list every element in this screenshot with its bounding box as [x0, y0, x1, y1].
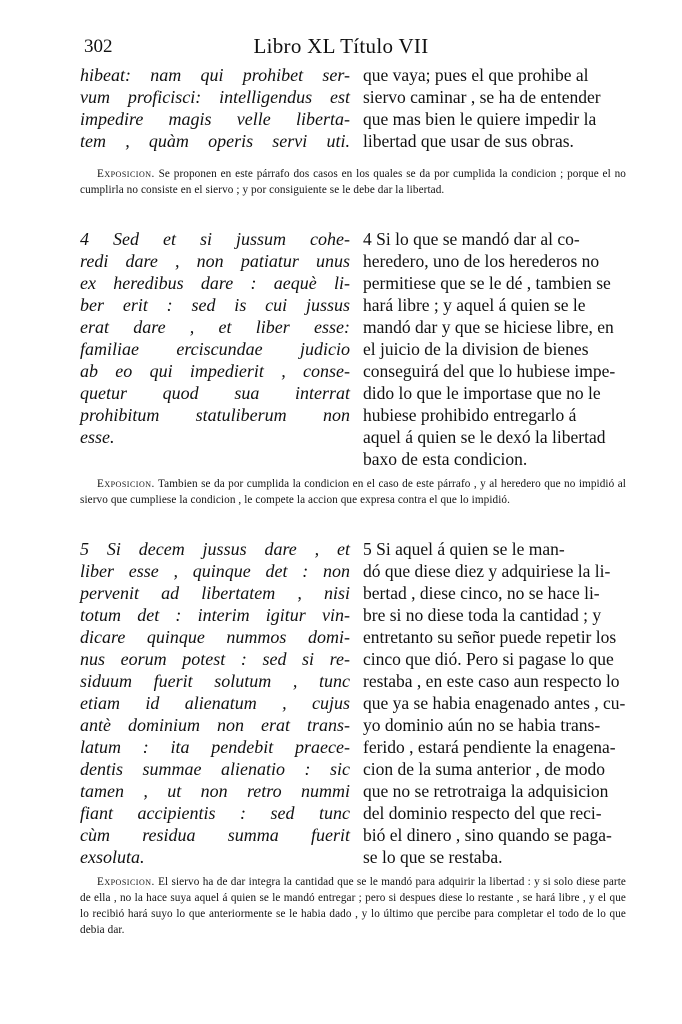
spanish-text: que vaya; pues el que prohibe al siervo caminar , se ha de entender que mas bien le quiere impedir la libertad que usar de sus obras. [363, 65, 601, 151]
section-5 [80, 538, 626, 870]
exposicion-label: Exposicion. [97, 168, 155, 180]
latin-text: 5 Si decem jussus dare , et liber esse , quinque det : non pervenit ad libertatem , nisi totum det : interim igitur vin- dicare quinque nummos domi- nus eorum potest : sed si re- siduum fuerit solutum , tunc etiam id alienatum , cujus antè dominium non erat trans- latum : ita pendebit praece- dentis summae alienatio : sic tamen , ut non retro nummi fiant accipientis : sed tunc cùm residua summa fuerit exsoluta. [80, 539, 350, 867]
latin-text: hibeat: nam qui prohibet ser- vum proficisci: intelligendus est impedire magis velle liberta- tem , quàm operis servi uti. [80, 65, 350, 151]
section-continuation [80, 64, 626, 154]
latin-text: 4 Sed et si jussum cohe- redi dare , non patiatur unus ex heredibus dare : aequè li- ber erit : sed is cui jussus erat dare , et liber esse: familiae erciscundae judicio ab eo qui impedierit , conse- quetur quod sua interrat prohibitum statuliberum non esse. [80, 229, 350, 447]
running-title: Libro XL Título VII [253, 34, 429, 58]
exposicion-2 [80, 476, 626, 508]
exposicion-1 [80, 166, 626, 198]
exposicion-label: Exposicion. [97, 876, 155, 888]
exposicion-3 [80, 874, 626, 938]
spanish-text: 5 Si aquel á quien se le man- dó que diese diez y adquiriese la li- bertad , diese cinco, no se hace li- bre si no diese toda la cantidad ; y entretanto su señor puede repetir los cinco que dió. Pero si pagase lo que restaba , en este caso aun respecto lo que ya se habia enagenado antes , cu- yo dominio aún no se habia trans- ferido , estará pendiente la enagena- cion de la suma anterior , de modo que no se retrotraiga la adquisicion del dominio respecto del que reci- bió el dinero , sino quando se paga- se lo que se restaba. [363, 539, 626, 867]
exposicion-text: Se proponen en este párrafo dos casos en los quales se da por cumplida la condicion ; porque el no cumplirla no consiste en el siervo ; y por consiguiente se le debe dar la libertad. [80, 168, 626, 196]
exposicion-label: Exposicion. [97, 478, 155, 490]
section-4 [80, 228, 626, 472]
page-number: 302 [84, 36, 113, 57]
spanish-text: 4 Si lo que se mandó dar al co- heredero, uno de los herederos no permitiese que se le dé , tambien se hará libre ; y aquel á quien se le mandó dar y que se hiciese libre, en el juicio de la division de bienes conseguirá del que lo hubiese impe- dido lo que le importase que no le hubiese prohibido entregarlo á aquel á quien se le dexó la libertad baxo de esta condicion. [363, 229, 616, 469]
exposicion-text: El siervo ha de dar integra la cantidad que se le mandó para adquirir la libertad : y si solo diese parte de ella , no la hace suya aquel á quien se le mandó entregar ; pero si despues diese lo restante , se hará libre , y el que lo recibió hará suyo lo que anteriormente se le habia dado , y lo último que percibe para completar el todo de lo que debia dar. [80, 876, 626, 936]
exposicion-text: Tambien se da por cumplida la condicion en el caso de este párrafo , y al heredero que no impidió al siervo que cumpliese la condicion , le compete la accion que expresa contra el que lo impidió. [80, 478, 627, 506]
